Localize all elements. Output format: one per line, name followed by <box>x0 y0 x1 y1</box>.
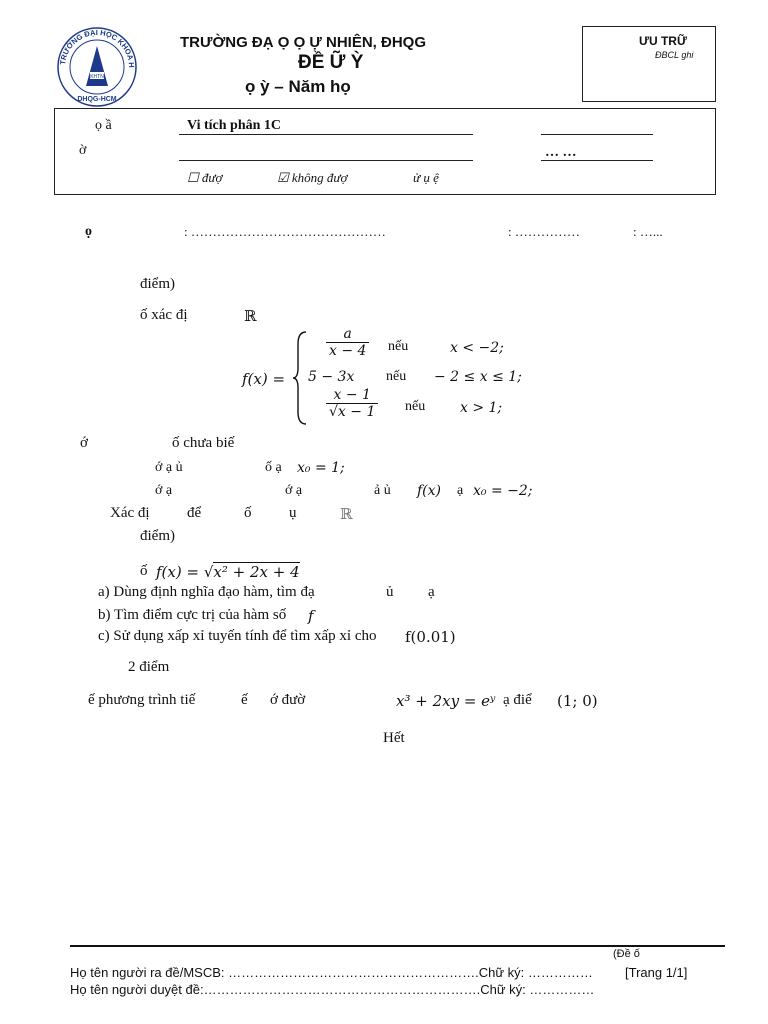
student-name-dots: : ……………………………………… <box>184 224 386 239</box>
q3-points: 2 điểm <box>128 659 170 675</box>
piecewise-brace <box>292 330 308 431</box>
date-underline <box>541 160 653 161</box>
q1-part-b-3: ả ủ <box>374 483 391 498</box>
q2-part-a: a) Dùng định nghĩa đạo hàm, tìm đạ <box>98 584 315 600</box>
case3-fraction: $\frac{x - 1}{√x - 1}$ <box>326 387 378 420</box>
case2-condition: − 2 ≤ x ≤ 1; <box>434 369 522 385</box>
student-name-label: ọ <box>85 224 92 239</box>
q1-part-b-4: ạ <box>457 483 464 498</box>
archive-label: ƯU TRỮ <box>639 34 687 48</box>
svg-text:TRƯỜNG ĐẠI HỌC KHOA HỌC TỰ NHI: TRƯỜNG ĐẠI HỌC KHOA H <box>58 27 137 68</box>
q1-part-a-math: x₀ = 1; <box>297 460 345 476</box>
option-allowed[interactable]: ☐ đượ <box>187 170 223 185</box>
q2-function: f(x) = √x² + 2x + 4 <box>156 563 300 581</box>
code-underline <box>541 134 653 135</box>
q1-part-c-domain: ℝ <box>340 507 353 523</box>
time-underline <box>179 160 473 161</box>
q1-part-b-1: ớ ạ <box>155 483 173 498</box>
q2-part-c-math: f(0.01) <box>405 628 456 646</box>
q2-part-b: b) Tìm điểm cực trị của hàm số <box>98 607 287 623</box>
case3-word: nếu <box>405 399 426 414</box>
q2-part-b-math: f <box>308 607 314 625</box>
q2-part-a-tail1: ủ <box>386 584 394 600</box>
case1-word: nếu <box>388 339 409 354</box>
option-note: ử ụ ệ <box>413 170 439 185</box>
course-underline <box>179 134 473 135</box>
q1-part-a-2: ố ạ <box>265 460 282 475</box>
q1-part-c-2: để <box>187 505 202 521</box>
case2-word: nếu <box>386 369 407 384</box>
end-marker: Hết <box>383 730 405 746</box>
archive-box <box>582 26 716 102</box>
case1-condition: x < −2; <box>450 340 504 356</box>
q2-intro: ố <box>140 563 148 579</box>
q1-intro: ố xác đị <box>140 307 188 323</box>
archive-note: ĐBCL ghi <box>655 50 694 60</box>
q3-text-d: ạ điể <box>503 692 532 708</box>
exam-info-box <box>54 108 716 195</box>
footer-note: (Đề ố <box>613 948 640 960</box>
q1-part-c-3: ố <box>244 505 252 521</box>
q3-text-a: ế phương trình tiế <box>88 692 196 708</box>
svg-text:KHTN: KHTN <box>90 74 104 80</box>
q1-part-b-math2: x₀ = −2; <box>473 483 533 499</box>
q1-function-name: f(x) = <box>242 370 286 388</box>
q1-part-b-2: ớ ạ <box>285 483 303 498</box>
blank-dots: … … <box>545 145 577 160</box>
time-label: ờ <box>79 143 87 158</box>
q1-points: điểm) <box>140 276 175 292</box>
footer-page: [Trang 1/1] <box>625 965 688 980</box>
room-dots: : …... <box>633 224 663 239</box>
school-logo <box>56 26 138 108</box>
logo-emblem-icon <box>56 26 138 108</box>
q1-part-c-4: ụ <box>289 505 297 521</box>
q1-part-c-1: Xác đị <box>110 505 150 521</box>
q1-part-b-math1: f(x) <box>417 483 442 499</box>
q2-part-c: c) Sử dụng xấp xỉ tuyến tính để tìm xấp xỉ cho <box>98 628 377 644</box>
course-label: ọ ầ <box>95 118 112 133</box>
q3-point: (1; 0) <box>557 692 598 710</box>
case3-condition: x > 1; <box>460 400 503 416</box>
footer-reviewer-line: Họ tên người duyệt đề:……………………………………………………….Chữ ký: …………… <box>70 982 595 997</box>
q3-curve: x³ + 2xy = eʸ <box>396 692 496 710</box>
exam-title: ĐỀ Ữ Ỳ <box>298 52 364 73</box>
course-name: Vi tích phân 1C <box>187 118 282 133</box>
q1-intro2-a: ớ <box>80 435 88 451</box>
q3-text-c: ớ đườ <box>270 692 306 708</box>
student-id-dots: : …………… <box>508 224 580 239</box>
footer-author-line: Họ tên người ra đề/MSCB: ………………………………………………….Chữ ký: …………… <box>70 965 593 980</box>
q1-domain: ℝ <box>244 309 257 325</box>
q3-text-b: ế <box>241 692 248 708</box>
svg-text:DHQG-HCM: DHQG-HCM <box>77 96 117 103</box>
exam-subtitle: ọ ỳ – Năm họ <box>245 77 351 96</box>
option-not-allowed[interactable]: ☑ không đượ <box>277 170 348 185</box>
school-name: TRƯỜNG ĐẠ Ọ Ọ Ự NHIÊN, ĐHQG <box>180 34 427 51</box>
q2-points: điểm) <box>140 528 175 544</box>
q1-part-a-1: ớ ạ ủ <box>155 460 183 475</box>
footer-rule <box>70 945 725 947</box>
case2-expression: 5 − 3x <box>308 369 355 385</box>
q2-part-a-tail2: ạ <box>428 584 435 600</box>
case1-fraction: $\frac{a}{x - 4}$ <box>326 326 369 359</box>
q1-intro2-b: ố chưa biế <box>172 435 235 451</box>
